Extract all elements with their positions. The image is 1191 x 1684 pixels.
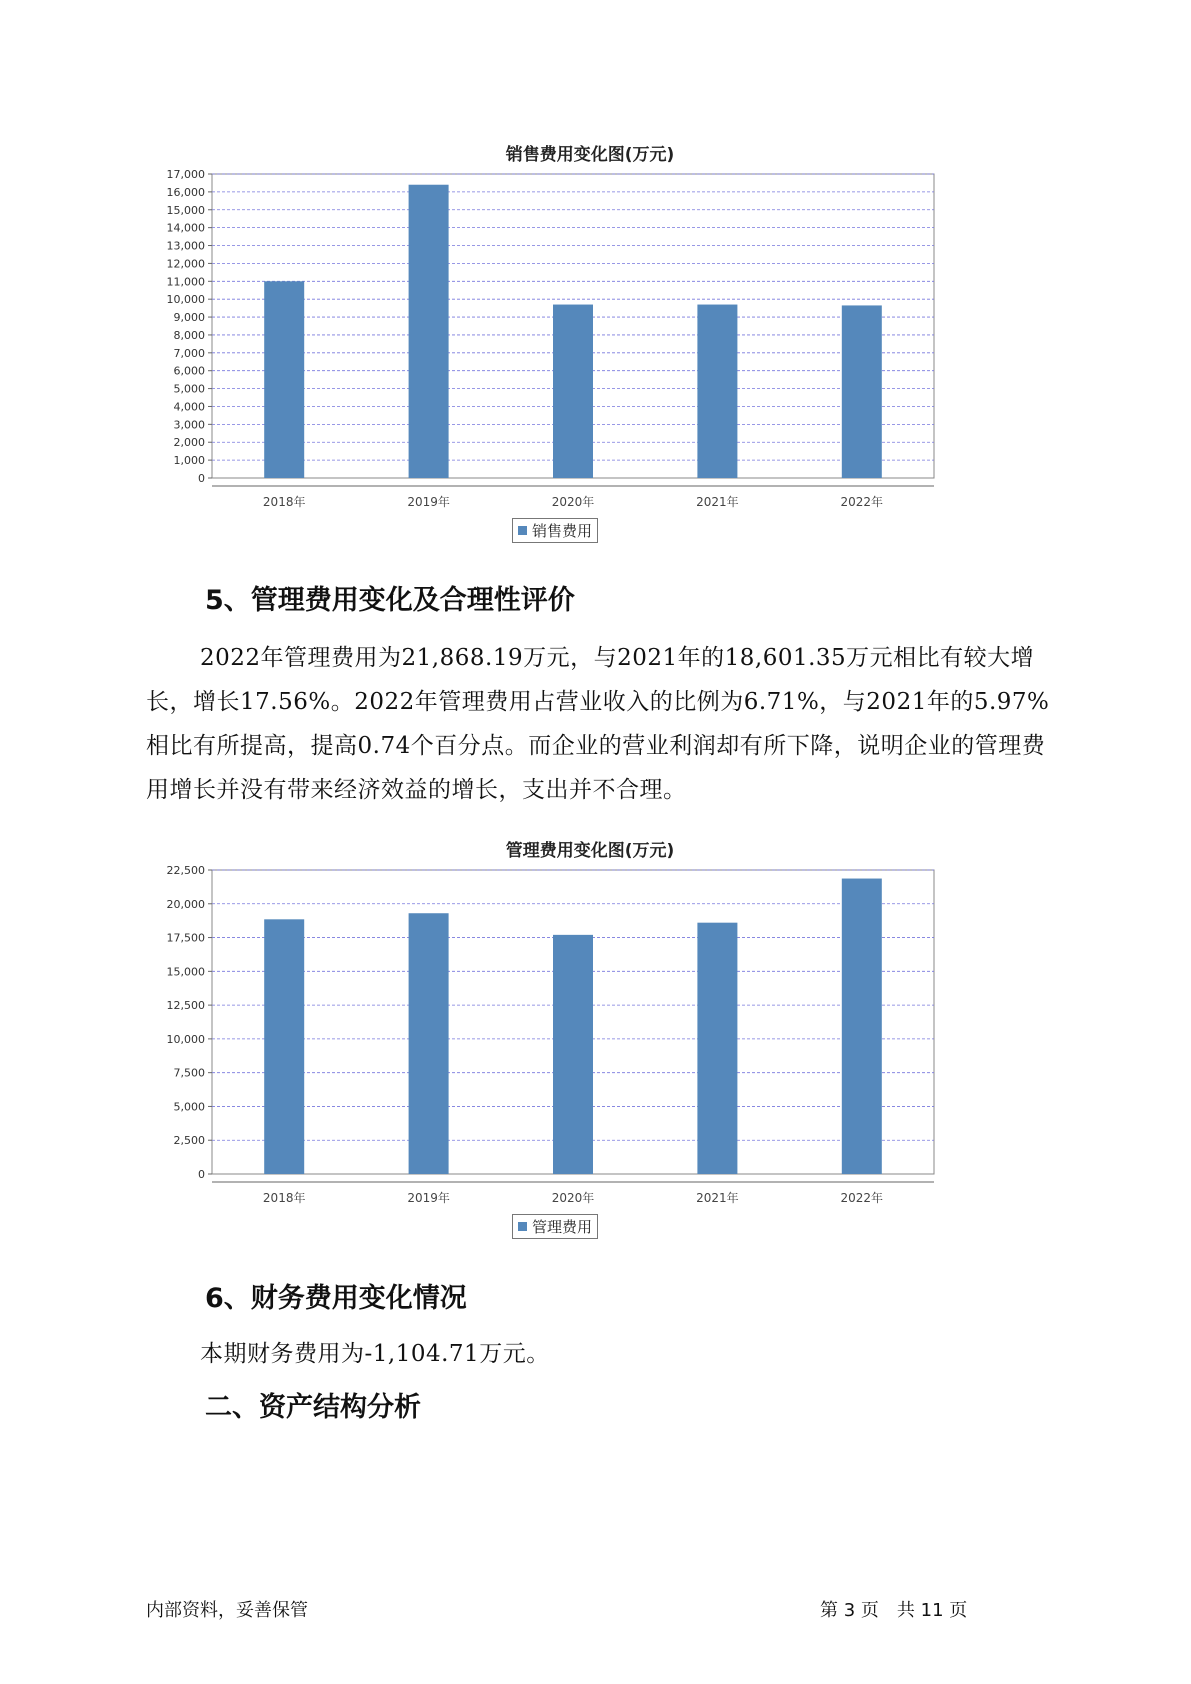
- y-tick-label: 10,000: [166, 1032, 205, 1046]
- bar: [842, 305, 882, 478]
- legend-swatch: [518, 526, 527, 535]
- asset-structure-heading: 二、资产结构分析: [205, 1392, 421, 1423]
- legend-swatch: [518, 1222, 527, 1231]
- y-tick-label: 9,000: [173, 311, 205, 325]
- chart-title: 管理费用变化图(万元): [505, 841, 675, 861]
- x-tick-label: 2021年: [696, 495, 739, 509]
- y-tick-label: 7,500: [173, 1066, 205, 1080]
- finance-expense-paragraph: 本期财务费用为-1,104.71万元。: [200, 1341, 550, 1367]
- legend-label: 销售费用: [532, 522, 593, 540]
- footer-page-number: 第 3 页 共 11 页: [820, 1600, 968, 1621]
- chart-legend: [512, 518, 598, 543]
- y-tick-label: 10,000: [166, 293, 205, 307]
- finance-expense-heading: 6、财务费用变化情况: [205, 1283, 467, 1314]
- y-tick-label: 2,500: [173, 1134, 205, 1148]
- bar: [264, 281, 304, 478]
- x-tick-label: 2018年: [262, 1191, 306, 1205]
- bar: [409, 913, 449, 1174]
- admin-expense-plot: [150, 866, 1030, 1206]
- legend-label: 管理费用: [532, 1218, 593, 1236]
- x-tick-label: 2021年: [696, 1191, 739, 1205]
- y-tick-label: 20,000: [166, 897, 205, 911]
- x-tick-label: 2019年: [407, 1191, 450, 1205]
- y-tick-label: 15,000: [166, 965, 205, 979]
- chart-title: 销售费用变化图(万元): [505, 145, 675, 165]
- y-tick-label: 0: [198, 1168, 205, 1181]
- bar: [697, 923, 737, 1174]
- y-tick-label: 12,500: [166, 999, 205, 1013]
- y-tick-label: 17,000: [166, 170, 205, 181]
- y-tick-label: 7,000: [173, 346, 205, 360]
- y-tick-label: 14,000: [166, 221, 205, 235]
- sales-expense-chart: [150, 140, 1030, 560]
- sales-expense-plot: [150, 170, 1030, 510]
- y-tick-label: 11,000: [166, 275, 205, 289]
- y-tick-label: 8,000: [173, 328, 205, 342]
- y-tick-label: 1,000: [173, 454, 205, 468]
- y-tick-label: 16,000: [166, 185, 205, 199]
- y-tick-label: 13,000: [166, 239, 205, 253]
- x-tick-label: 2018年: [262, 495, 306, 509]
- y-tick-label: 12,000: [166, 257, 205, 271]
- y-tick-label: 2,000: [173, 436, 205, 450]
- y-tick-label: 5,000: [173, 1100, 205, 1114]
- chart-legend: [512, 1214, 598, 1239]
- footer-left: 内部资料，妥善保管: [146, 1600, 308, 1621]
- bar: [553, 935, 593, 1174]
- admin-expense-paragraph: 2022年管理费用为21,868.19万元，与2021年的18,601.35万元相比有较大增长，增长17.56%。2022年管理费用占营业收入的比例为6.71%，与2021年的5.97%相比有所提高，提高0.74个百分点。而企业的营业利润却有所下降，说明企业的管理费用增长并没有带来经济效益的增长，支出并不合理。: [146, 645, 1050, 803]
- y-tick-label: 17,500: [166, 931, 205, 945]
- bar: [697, 305, 737, 478]
- bar: [264, 919, 304, 1174]
- y-tick-label: 4,000: [173, 400, 205, 414]
- y-tick-label: 22,500: [166, 866, 205, 877]
- y-tick-label: 15,000: [166, 203, 205, 217]
- y-tick-label: 3,000: [173, 418, 205, 432]
- x-tick-label: 2022年: [840, 1191, 884, 1205]
- bar: [842, 879, 882, 1174]
- x-tick-label: 2022年: [840, 495, 884, 509]
- y-tick-label: 6,000: [173, 364, 205, 378]
- x-tick-label: 2019年: [407, 495, 450, 509]
- admin-expense-chart: [150, 836, 1030, 1256]
- bar: [553, 305, 593, 478]
- admin-expense-heading: 5、管理费用变化及合理性评价: [205, 585, 575, 616]
- x-tick-label: 2020年: [551, 1191, 595, 1205]
- y-tick-label: 0: [198, 472, 205, 485]
- y-tick-label: 5,000: [173, 382, 205, 396]
- x-tick-label: 2020年: [551, 495, 595, 509]
- bar: [409, 185, 449, 478]
